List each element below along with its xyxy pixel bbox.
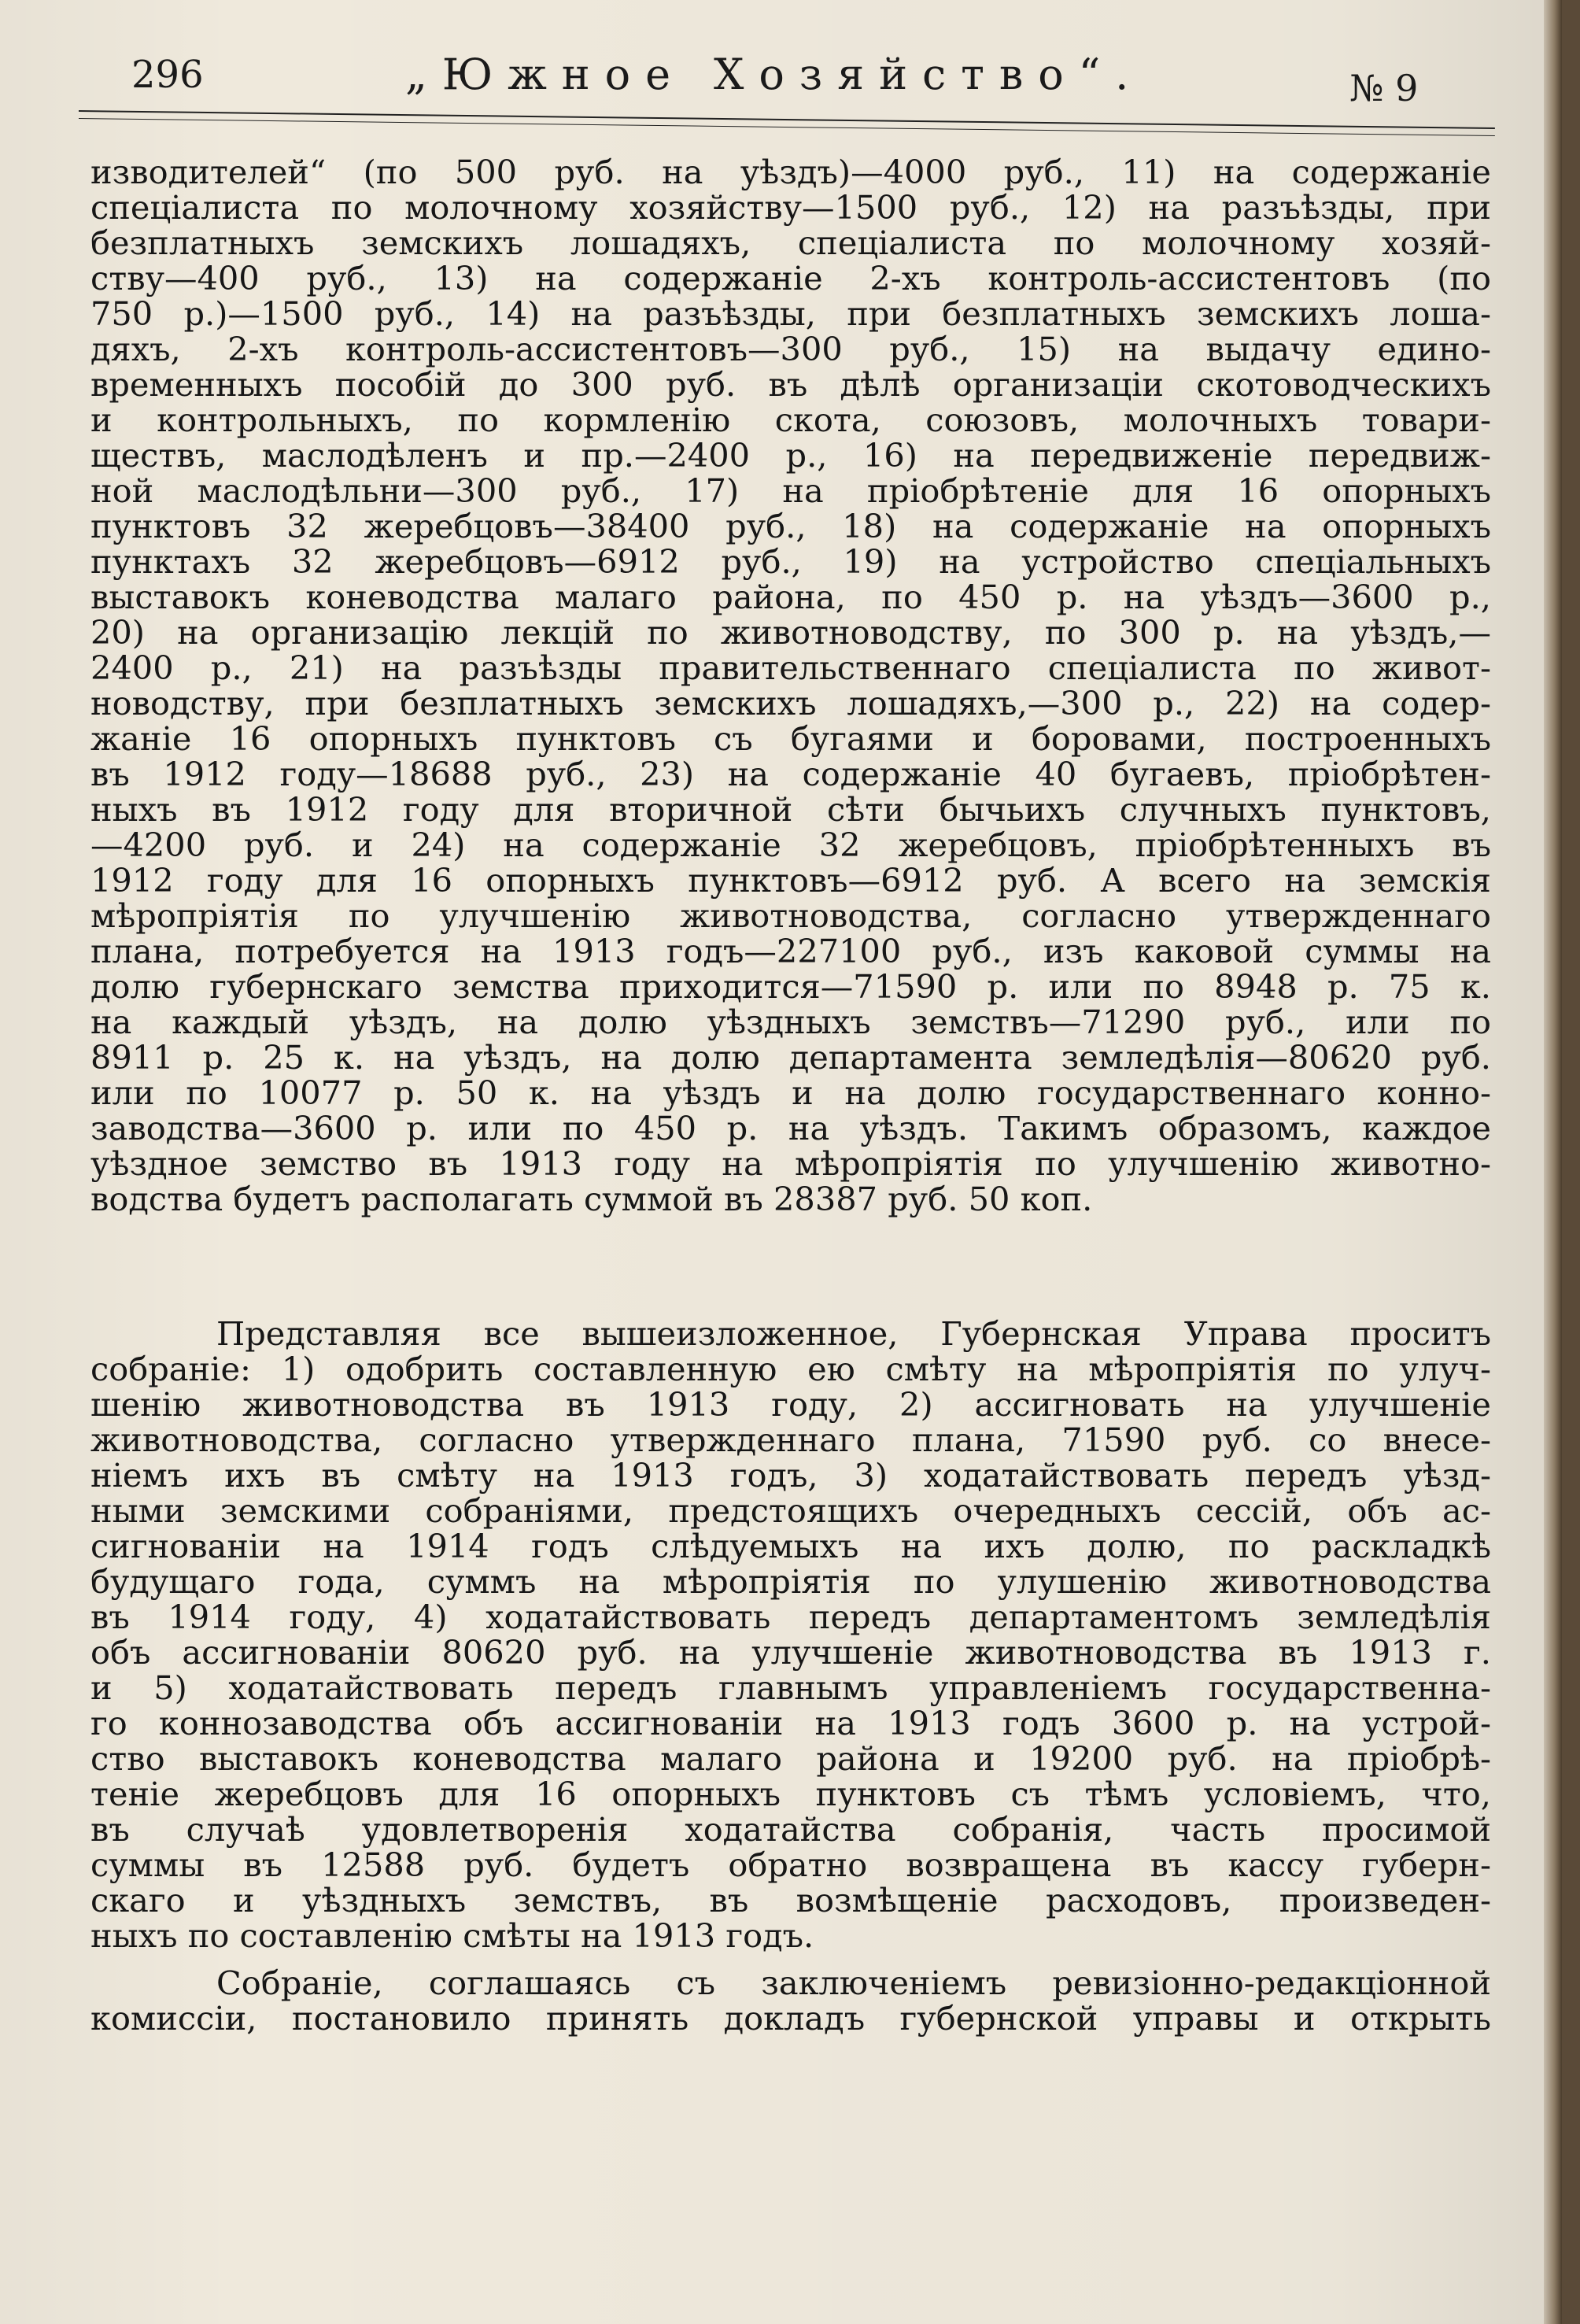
text-line: сигнованіи на 1914 годъ слѣдуемыхъ на ихъ долю, по раскладкѣ bbox=[90, 1527, 1491, 1565]
text-line: —4200 руб. и 24) на содержаніе 32 жеребцовъ, пріобрѣтенныхъ въ bbox=[90, 826, 1491, 864]
text-line: долю губернскаго земства приходится—71590 р. или по 8948 р. 75 к. bbox=[90, 967, 1491, 1006]
text-line: плана, потребуется на 1913 годъ—227100 руб., изъ каковой суммы на bbox=[90, 932, 1491, 970]
paragraph-1 bbox=[90, 154, 1491, 1217]
page-edge-shadow bbox=[1544, 0, 1562, 2324]
header-rule-thin bbox=[79, 118, 1495, 136]
text-line: шенію животноводства въ 1913 году, 2) ассигновать на улучшеніе bbox=[90, 1385, 1491, 1424]
text-line: на каждый уѣздъ, на долю уѣздныхъ земствъ—71290 руб., или по bbox=[90, 1003, 1491, 1041]
text-line: го коннозаводства объ ассигнованіи на 1913 годъ 3600 р. на устрой- bbox=[90, 1704, 1491, 1742]
text-line: 1912 году для 16 опорныхъ пунктовъ—6912 руб. А всего на земскія bbox=[90, 861, 1491, 900]
text-line: новодству, при безплатныхъ земскихъ лошадяхъ,—300 р., 22) на содер- bbox=[90, 684, 1491, 722]
paragraph-2 bbox=[90, 1316, 1491, 1953]
text-line: 8911 р. 25 к. на уѣздъ, на долю департамента земледѣлія—80620 руб. bbox=[90, 1038, 1491, 1077]
page-number: 296 bbox=[131, 53, 204, 97]
text-line: ной маслодѣльни—300 руб., 17) на пріобрѣтеніе для 16 опорныхъ bbox=[90, 471, 1491, 510]
text-line: собраніе: 1) одобрить составленную ею смѣту на мѣропріятія по улуч- bbox=[90, 1350, 1491, 1388]
running-head bbox=[90, 43, 1491, 109]
text-line: суммы въ 12588 руб. будетъ обратно возвращена въ кассу губерн- bbox=[90, 1846, 1491, 1884]
text-line: ныхъ по составленію смѣты на 1913 годъ. bbox=[90, 1916, 814, 1955]
text-line: скаго и уѣздныхъ земствъ, въ возмѣщеніе расходовъ, произведен- bbox=[90, 1881, 1491, 1919]
text-line: жаніе 16 опорныхъ пунктовъ съ бугаями и боровами, построенныхъ bbox=[90, 719, 1491, 758]
paragraph-3 bbox=[90, 1965, 1491, 2036]
text-line: ство выставокъ коневодства малаго района и 19200 руб. на пріобрѣ- bbox=[90, 1739, 1491, 1778]
text-line: въ случаѣ удовлетворенія ходатайства собранія, часть просимой bbox=[90, 1810, 1491, 1849]
text-line: изводителей“ (по 500 руб. на уѣздъ)—4000 руб., 11) на содержаніе bbox=[90, 153, 1491, 191]
text-line: объ ассигнованіи 80620 руб. на улучшеніе животноводства въ 1913 г. bbox=[90, 1633, 1491, 1672]
text-line: ныхъ въ 1912 году для вторичной сѣти бычьихъ случныхъ пунктовъ, bbox=[90, 790, 1491, 829]
text-line: и контрольныхъ, по кормленію скота, союзовъ, молочныхъ товари- bbox=[90, 401, 1491, 439]
text-line: въ 1912 году—18688 руб., 23) на содержаніе 40 бугаевъ, пріобрѣтен- bbox=[90, 755, 1491, 793]
text-line: дяхъ, 2-хъ контроль-ассистентовъ—300 руб., 15) на выдачу едино- bbox=[90, 330, 1491, 368]
issue-number: № 9 bbox=[1349, 67, 1419, 109]
text-line: животноводства, согласно утвержденнаго плана, 71590 руб. со внесе- bbox=[90, 1421, 1491, 1459]
text-line: въ 1914 году, 4) ходатайствовать передъ департаментомъ земледѣлія bbox=[90, 1598, 1491, 1636]
text-line: уѣздное земство въ 1913 году на мѣропріятія по улучшенію животно- bbox=[90, 1144, 1491, 1183]
text-line: или по 10077 р. 50 к. на уѣздъ и на долю государственнаго конно- bbox=[90, 1073, 1491, 1112]
text-line: ніемъ ихъ въ смѣту на 1913 годъ, 3) ходатайствовать передъ уѣзд- bbox=[90, 1456, 1491, 1495]
text-line: ству—400 руб., 13) на содержаніе 2-хъ контроль-ассистентовъ (по bbox=[90, 259, 1491, 297]
text-line: комиссіи, постановило принять докладъ губернской управы и открыть bbox=[90, 1999, 1491, 2038]
text-line: безплатныхъ земскихъ лошадяхъ, спеціалиста по молочному хозяй- bbox=[90, 224, 1491, 262]
text-line: ществъ, маслодѣленъ и пр.—2400 р., 16) на передвиженіе передвиж- bbox=[90, 436, 1491, 475]
text-line: заводства—3600 р. или по 450 р. на уѣздъ. Такимъ образомъ, каждое bbox=[90, 1109, 1491, 1147]
text-line: мѣропріятія по улучшенію животноводства, согласно утвержденнаго bbox=[90, 896, 1491, 935]
text-line: Собраніе, соглашаясь съ заключеніемъ ревизіонно-редакціонной bbox=[216, 1964, 1491, 2002]
text-line: спеціалиста по молочному хозяйству—1500 руб., 12) на разъѣзды, при bbox=[90, 188, 1491, 227]
text-line: 20) на организацію лекцій по животноводству, по 300 р. на уѣздъ,— bbox=[90, 613, 1491, 652]
text-line: пунктовъ 32 жеребцовъ—38400 руб., 18) на содержаніе на опорныхъ bbox=[90, 507, 1491, 545]
text-line: теніе жеребцовъ для 16 опорныхъ пунктовъ съ тѣмъ условіемъ, что, bbox=[90, 1775, 1491, 1813]
text-line: 750 р.)—1500 руб., 14) на разъѣзды, при безплатныхъ земскихъ лоша- bbox=[90, 294, 1491, 333]
text-line: будущаго года, суммъ на мѣропріятія по улушенію животноводства bbox=[90, 1562, 1491, 1601]
text-line: временныхъ пособій до 300 руб. въ дѣлѣ организаціи скотоводческихъ bbox=[90, 365, 1491, 404]
text-line: водства будетъ располагать суммой въ 28387 руб. 50 коп. bbox=[90, 1180, 1093, 1218]
text-line: выставокъ коневодства малаго района, по 450 р. на уѣздъ—3600 р., bbox=[90, 578, 1491, 616]
journal-title: „Южное Хозяйство“. bbox=[405, 50, 1144, 99]
text-line: ными земскими собраніями, предстоящихъ очередныхъ сессій, объ ас- bbox=[90, 1491, 1491, 1530]
text-line: пунктахъ 32 жеребцовъ—6912 руб., 19) на устройство спеціальныхъ bbox=[90, 542, 1491, 581]
text-line: и 5) ходатайствовать передъ главнымъ управленіемъ государственна- bbox=[90, 1668, 1491, 1707]
text-line: 2400 р., 21) на разъѣзды правительственнаго спеціалиста по живот- bbox=[90, 648, 1491, 687]
text-line: Представляя все вышеизложенное, Губернская Управа проситъ bbox=[216, 1314, 1491, 1353]
